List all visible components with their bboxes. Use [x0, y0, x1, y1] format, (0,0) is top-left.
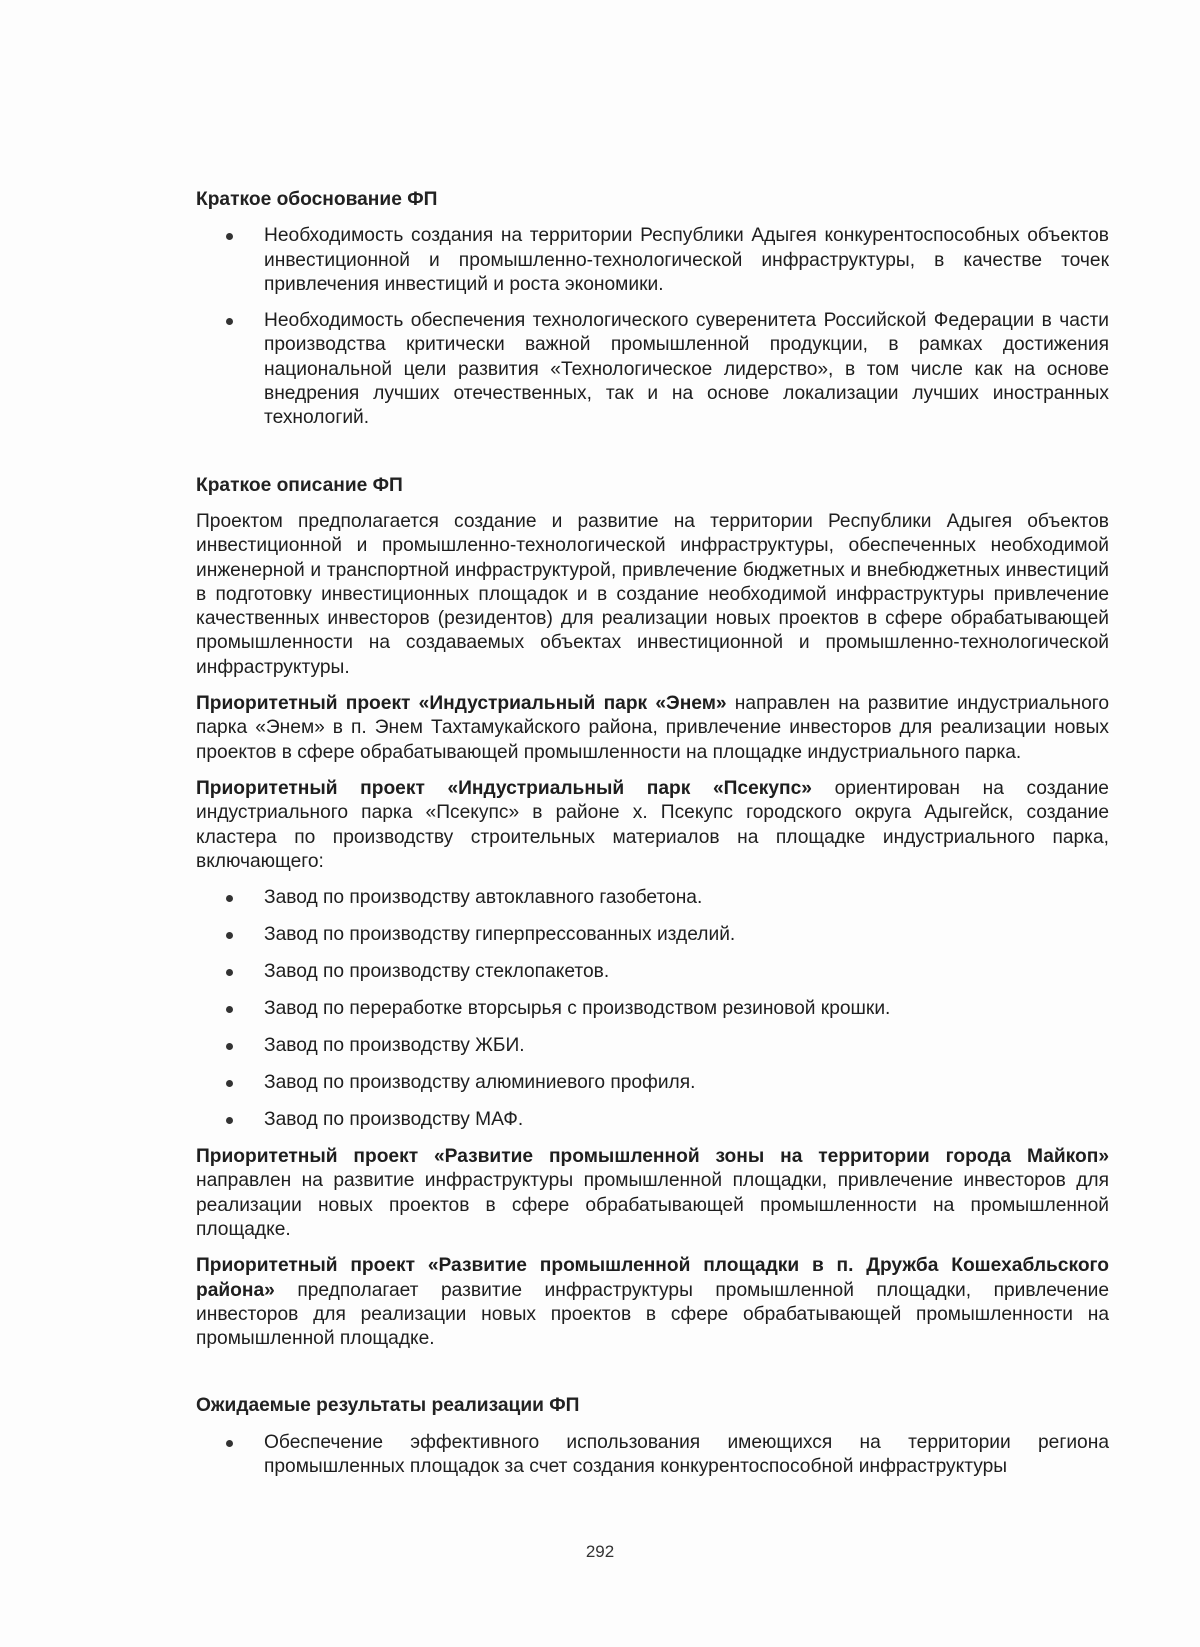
list-item: [196, 224, 1109, 297]
list-item: [196, 960, 1109, 984]
list-item: [196, 923, 1109, 947]
project-druzhba-title: Приоритетный проект «Развитие промышленной площадки в п. Дружба Кошехабльского района»: [196, 1255, 1109, 1301]
project-psekups-title: Приоритетный проект «Индустриальный парк «Псекупс»: [196, 777, 812, 799]
list-item: [196, 1071, 1109, 1095]
project-psekups-text: ориентирован на создание индустриального парка «Псекупс» в районе х. Псекупс городского округа Адыгейск, создание кластера по производству строительных материалов на площадке индустриального парка, включающего:: [196, 777, 1109, 872]
list-item: [196, 1108, 1109, 1132]
list-item-text: Обеспечение эффективного использования имеющихся на территории региона промышленных площадок за счет создания конкурентоспособной инфраструктуры: [264, 1431, 1109, 1477]
results-list: [196, 1431, 1109, 1480]
bullet-icon: [226, 895, 233, 902]
list-item-text: Завод по производству автоклавного газобетона.: [264, 887, 703, 909]
list-item: [196, 309, 1109, 430]
list-item: [196, 1431, 1109, 1480]
list-item-text: Завод по производству алюминиевого профиля.: [264, 1072, 696, 1094]
list-item-text: Необходимость обеспечения технологического суверенитета Российской Федерации в части производства критически важной промышленной продукции, в рамках достижения национальной цели развития «Технологическое лидерство», в том числе как на основе внедрения лучших отечественных, так и на основе локализации лучших иностранных технологий.: [264, 310, 1109, 429]
list-item: [196, 1034, 1109, 1058]
page-number: 292: [585, 1542, 615, 1561]
bullet-icon: [226, 1006, 233, 1013]
document-body: [196, 188, 1109, 1479]
section-heading-description: Краткое описание ФП: [196, 474, 403, 496]
justification-list: [196, 224, 1109, 430]
list-item-text: Завод по производству гиперпрессованных изделий.: [264, 924, 736, 946]
list-item-text: Завод по производству ЖБИ.: [264, 1035, 525, 1057]
list-item-text: Необходимость создания на территории Республики Адыгея конкурентоспособных объектов инвестиционной и промышленно-технологической инфраструктуры, в качестве точек привлечения инвестиций и роста экономики.: [264, 225, 1109, 295]
bullet-icon: [226, 1117, 233, 1124]
project-psekups-paragraph: [196, 777, 1109, 874]
list-item: [196, 886, 1109, 910]
section-heading-results: Ожидаемые результаты реализации ФП: [196, 1395, 580, 1417]
description-intro: Проектом предполагается создание и развитие на территории Республики Адыгея объектов инвестиционной и промышленно-технологической инфраструктуры, обеспеченных необходимой инженерной и транспортной инфраструктурой, привлечение бюджетных и внебюджетных инвестиций в подготовку инвестиционных площадок и в создание необходимой инфраструктуры привлечение качественных инвесторов (резидентов) для реализации новых проектов в сфере обрабатывающей промышленности на создаваемых объектах инвестиционной и промышленно-технологической инфраструктуры.: [196, 510, 1109, 678]
list-item-text: Завод по переработке вторсырья с производством резиновой крошки.: [264, 998, 891, 1020]
project-maykop-title: Приоритетный проект «Развитие промышленной зоны на территории города Майкоп»: [196, 1146, 1109, 1168]
bullet-icon: [226, 318, 233, 325]
project-enem-title: Приоритетный проект «Индустриальный парк «Энем»: [196, 693, 727, 715]
project-druzhba-text: предполагает развитие инфраструктуры промышленной площадки, привлечение инвесторов для реализации новых проектов в сфере обрабатывающей промышленности на промышленной площадке.: [196, 1279, 1109, 1350]
bullet-icon: [226, 1080, 233, 1087]
plants-list: [196, 886, 1109, 1132]
section-heading-justification: Краткое обоснование ФП: [196, 189, 438, 210]
list-item-text: Завод по производству стеклопакетов.: [264, 961, 610, 983]
project-druzhba-paragraph: [196, 1254, 1109, 1351]
bullet-icon: [226, 932, 233, 939]
project-enem-text: направлен на развитие индустриального парка «Энем» в п. Энем Тахтамукайского района, привлечение инвесторов для реализации новых проектов в сфере обрабатывающей промышленности на площадке индустриального парка.: [196, 693, 1110, 763]
project-enem-paragraph: [196, 692, 1109, 765]
bullet-icon: [226, 233, 233, 240]
project-maykop-text: направлен на развитие инфраструктуры промышленной площадки, привлечение инвесторов для реализации новых проектов в сфере обрабатывающей промышленности на промышленной площадке.: [196, 1170, 1109, 1240]
bullet-icon: [226, 1440, 233, 1447]
bullet-icon: [226, 969, 233, 976]
list-item: [196, 997, 1109, 1021]
project-maykop-paragraph: [196, 1145, 1109, 1242]
list-item-text: Завод по производству МАФ.: [264, 1109, 524, 1131]
bullet-icon: [226, 1043, 233, 1050]
